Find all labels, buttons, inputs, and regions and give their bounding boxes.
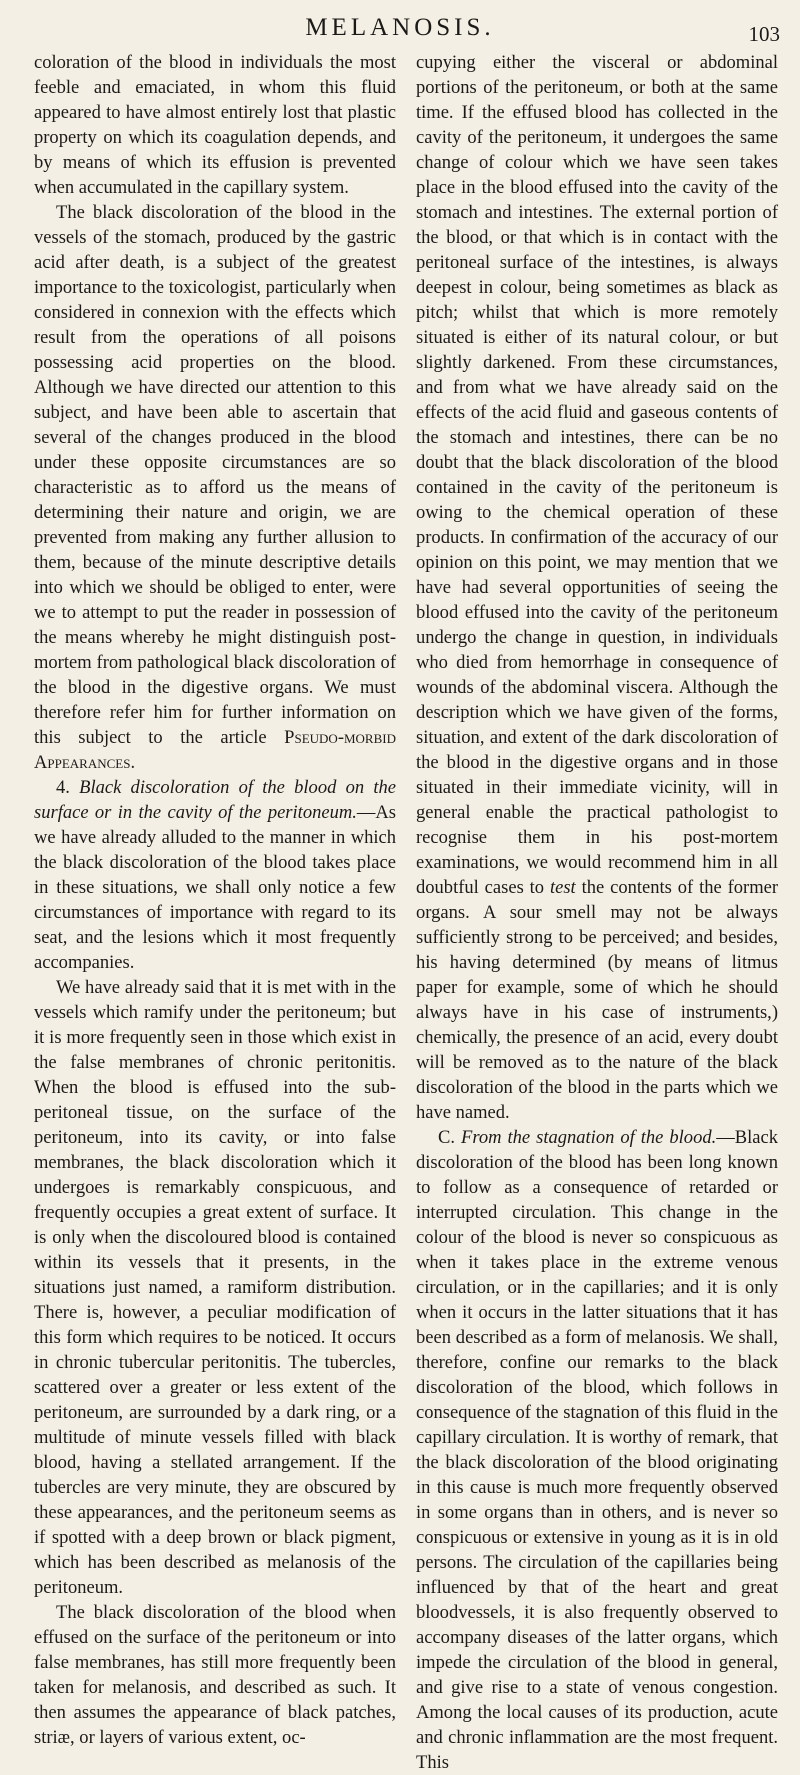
cross-reference: Pseudo-morbid Appearances.: [34, 727, 396, 773]
emphasis: test: [549, 877, 576, 898]
text-columns: [34, 50, 778, 1775]
paragraph: coloration of the blood in individuals the most feeble and emaciated, in whom this fluid appeared to have almost entirely lost that plastic property on which its coagulation depends, and by means of which its effusion is prevented when accumulated in the capillary system.: [34, 52, 396, 198]
page-title: MELANOSIS.: [305, 14, 495, 41]
paragraph: [416, 50, 778, 1125]
section-paragraph: [34, 775, 396, 975]
paragraph: The black discoloration of the blood when effused on the surface of the peritoneum or into false membranes, has still more frequently been taken for melanosis, and described as such. It then assumes the appearance of black patches, striæ, or layers of various extent, oc-: [34, 1602, 396, 1748]
section-number: 4.: [56, 777, 70, 798]
paragraph-text: The black discoloration of the blood in the vessels of the stomach, produced by the gastric acid after death, is a subject of the greatest importance to the toxicologist, particularly when considered in connexion with the effects which result from the operations of all poisons possessing acid properties on the blood. Although we have directed our attention to this subject, and have been able to ascertain that several of the changes produced in the blood under these opposite circumstances are so characteristic as to afford us the means of determining their nature and origin, we are prevented from making any further allusion to them, because of the minute descriptive details into which we should be obliged to enter, were we to attempt to put the reader in possession of the means whereby he might distinguish post-mortem from pathological black discoloration of the blood in the digestive organs. We must therefore refer him for further information on this subject to the article: [34, 202, 396, 748]
paragraph: We have already said that it is met with in the vessels which ramify under the peritoneum; but it is more frequently seen in those which exist in the false membranes of chronic peritonitis. When the blood is effused into the sub-peritoneal tissue, on the surface of the peritoneum, into its cavity, or into false membranes, the black discoloration which it undergoes is remarkably conspicuous, and frequently occupies a great extent of surface. It is only when the discoloured blood is contained within its vessels that it presents, in the situations just named, a ramiform distribution. There is, however, a peculiar modification of this form which requires to be noticed. It occurs in chronic tubercular peritonitis. The tubercles, scattered over a greater or less extent of the peritoneum, are surrounded by a dark ring, or a multitude of minute vessels filled with black blood, having a stellated arrangement. If the tubercles are very minute, they are obscured by these appearances, and the peritoneum seems as if spotted with a deep brown or black pigment, which has been described as melanosis of the peritoneum.: [34, 977, 396, 1598]
paragraph-text: the contents of the former organs. A sour smell may not be always sufficiently strong to be perceived; and besides, his having determined (by means of litmus paper for example, some of which he should always have in his case of instruments,) chemically, the presence of an acid, every doubt will be removed as to the nature of the black discoloration of the blood in the parts which we have named.: [416, 877, 779, 1123]
section-paragraph: [416, 1125, 778, 1775]
section-heading: From the stagnation of the blood.: [461, 1127, 717, 1148]
right-column: [416, 50, 778, 1775]
heading-dash: —: [716, 1127, 735, 1148]
paragraph-text: As we have already alluded to the manner in which the black discoloration of the blood takes place in these situations, we shall only notice a few circumstances of importance with regard to its seat, and the lesions which it most frequently accompanies.: [34, 802, 396, 973]
left-column: [34, 50, 396, 1775]
section-heading: Black discoloration of the blood on the surface or in the cavity of the peritoneum.: [34, 777, 396, 823]
page-number: 103: [748, 22, 780, 46]
paragraph-text: Black discoloration of the blood has been long known to follow as a consequence of retarded or interrupted circulation. This change in the colour of the blood is never so conspicuous as when it takes place in the extreme venous circulation, or in the capillaries; and it is only when it occurs in the latter situations that it has been described as a form of melanosis. We shall, therefore, confine our remarks to the black discoloration of the blood, which follows in consequence of the stagnation of this fluid in the capillary circulation. It is worthy of remark, that the black discoloration of the blood originating in this cause is much more frequently observed in some organs than in others, and is never so conspicuous or extensive in young as it is in old persons. The circulation of the capillaries being influenced by that of the heart and great bloodvessels, it is also frequently observed to accompany diseases of the latter organs, which impede the circulation of the blood in general, and give rise to a state of venous congestion. Among the local causes of its production, acute and chronic inflammation are the most frequent. This: [416, 1127, 778, 1773]
paragraph: [34, 200, 396, 775]
paragraph-text: cupying either the visceral or abdominal portions of the peritoneum, or both at the same time. If the effused blood has collected in the cavity of the peritoneum, it undergoes the same change of colour which we have seen takes place in the blood effused into the cavity of the stomach and intestines. The external portion of the blood, or that which is in contact with the peritoneal surface of the intestines, is always deepest in colour, being sometimes as black as pitch; whilst that which is more remotely situated is either of its natural colour, or but slightly darkened. From these circumstances, and from what we have already said on the effects of the acid fluid and gaseous contents of the stomach and intestines, there can be no doubt that the black discoloration of the blood contained in the cavity of the peritoneum is owing to the chemical operation of these products. In confirmation of the accuracy of our opinion on this point, we may mention that we have had several opportunities of seeing the blood effused into the cavity of the peritoneum undergo the change in question, in individuals who died from hemorrhage in consequence of wounds of the abdominal viscera. Although the description which we have given of the forms, situation, and extent of the dark discoloration of the blood in the digestive organs and in those situated in their immediate vicinity, will in general enable the practical pathologist to recognise them in his post-mortem examinations, we would recommend him in all doubtful cases to: [416, 52, 778, 898]
section-letter: C.: [438, 1127, 455, 1148]
running-head: [0, 8, 800, 48]
heading-dash: —: [356, 802, 376, 823]
